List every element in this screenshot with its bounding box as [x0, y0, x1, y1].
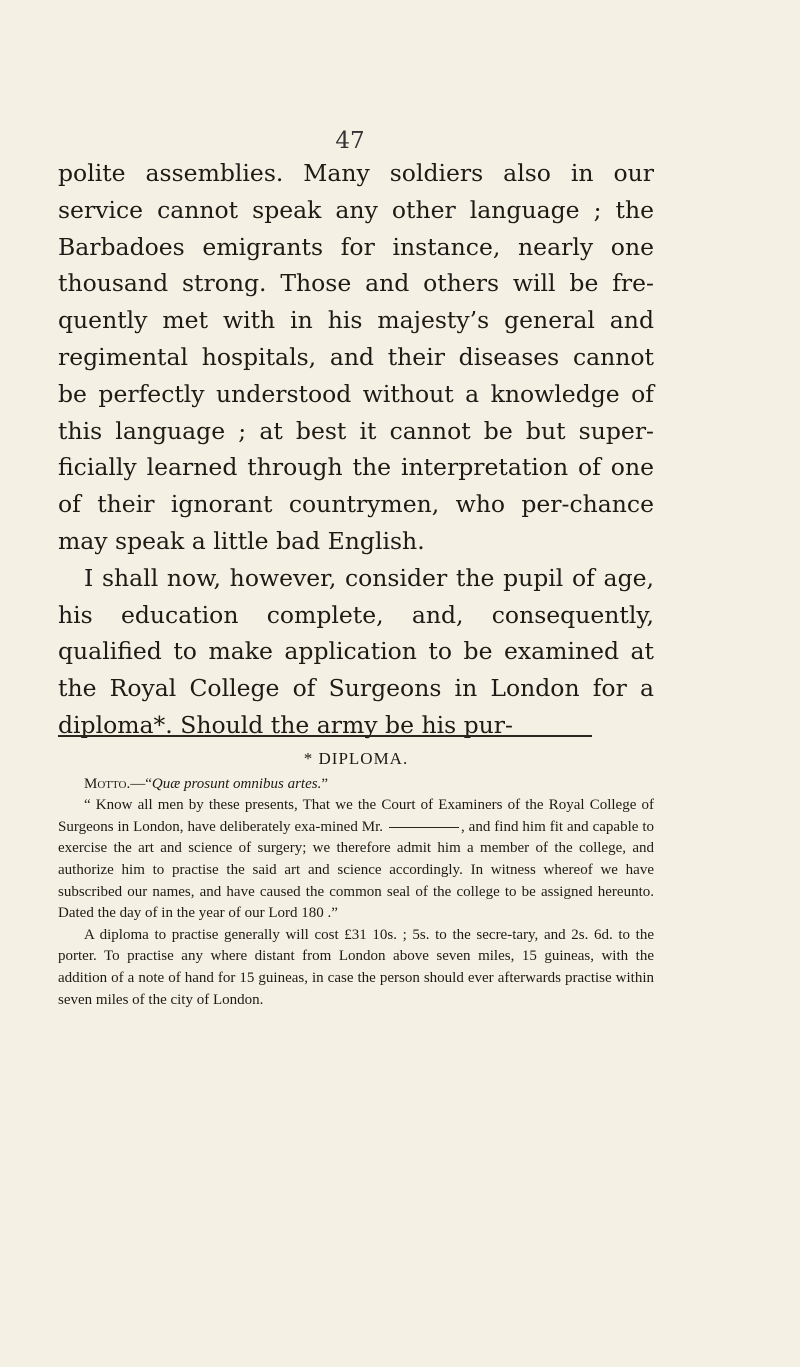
footnote-heading: * DIPLOMA. — [303, 749, 409, 768]
footnote — [58, 748, 654, 1011]
diploma-text-start: “ Know all men by these presents, That we the Court of Examiners of the Royal College of Surgeons in London, have deliberately exa-mined Mr. — [58, 797, 654, 835]
diploma-text — [58, 795, 654, 925]
footnote-divider — [58, 735, 592, 737]
main-paragraph-1: polite assemblies. Many soldiers also in our service cannot speak any other language ; the Barbadoes emigrants for instance, nearly one thousand strong. Those and others will be fre-quently met with in his majesty’s general and regimental hospitals, and their diseases cannot be perfectly understood without a knowledge of this language ; at best it cannot be but super-ficially learned through the interpretation of one of their ignorant countrymen, who per-chance may speak a little bad English. — [58, 159, 654, 555]
motto-close: ” — [321, 775, 329, 792]
main-paragraph-2: I shall now, however, consider the pupil of age, his education complete, and, consequently, qualified to make application to be examined at the Royal College of Surgeons in London for a diploma*. Should the army be his pur- — [58, 563, 654, 739]
cost-paragraph: A diploma to practise generally will cost £31 10s. ; 5s. to the secre-tary, and 2s. 6d. to the porter. To practise any where distant from London above seven miles, 15 guineas, with the addition of a note of hand for 15 guineas, in case the person should ever afterwards practise within seven miles of the city of London. — [58, 926, 654, 1008]
page-number: 47 — [335, 128, 365, 154]
motto-text: Quæ prosunt omnibus artes. — [151, 775, 322, 792]
main-text — [58, 155, 654, 744]
motto-line — [58, 774, 654, 796]
diploma-text-end: , and find him fit and capable to exercise the art and science of surgery; we therefore admit him a member of the college, and authorize him to practise the said art and science accordingly. In witness whereof we have subscribed our names, and have caused the common seal of the college to be assigned hereunto. Dated the day of in the year of our Lord 180 .” — [58, 818, 655, 922]
name-blank-line — [389, 827, 459, 828]
motto-label: Motto.—“ — [84, 775, 152, 792]
